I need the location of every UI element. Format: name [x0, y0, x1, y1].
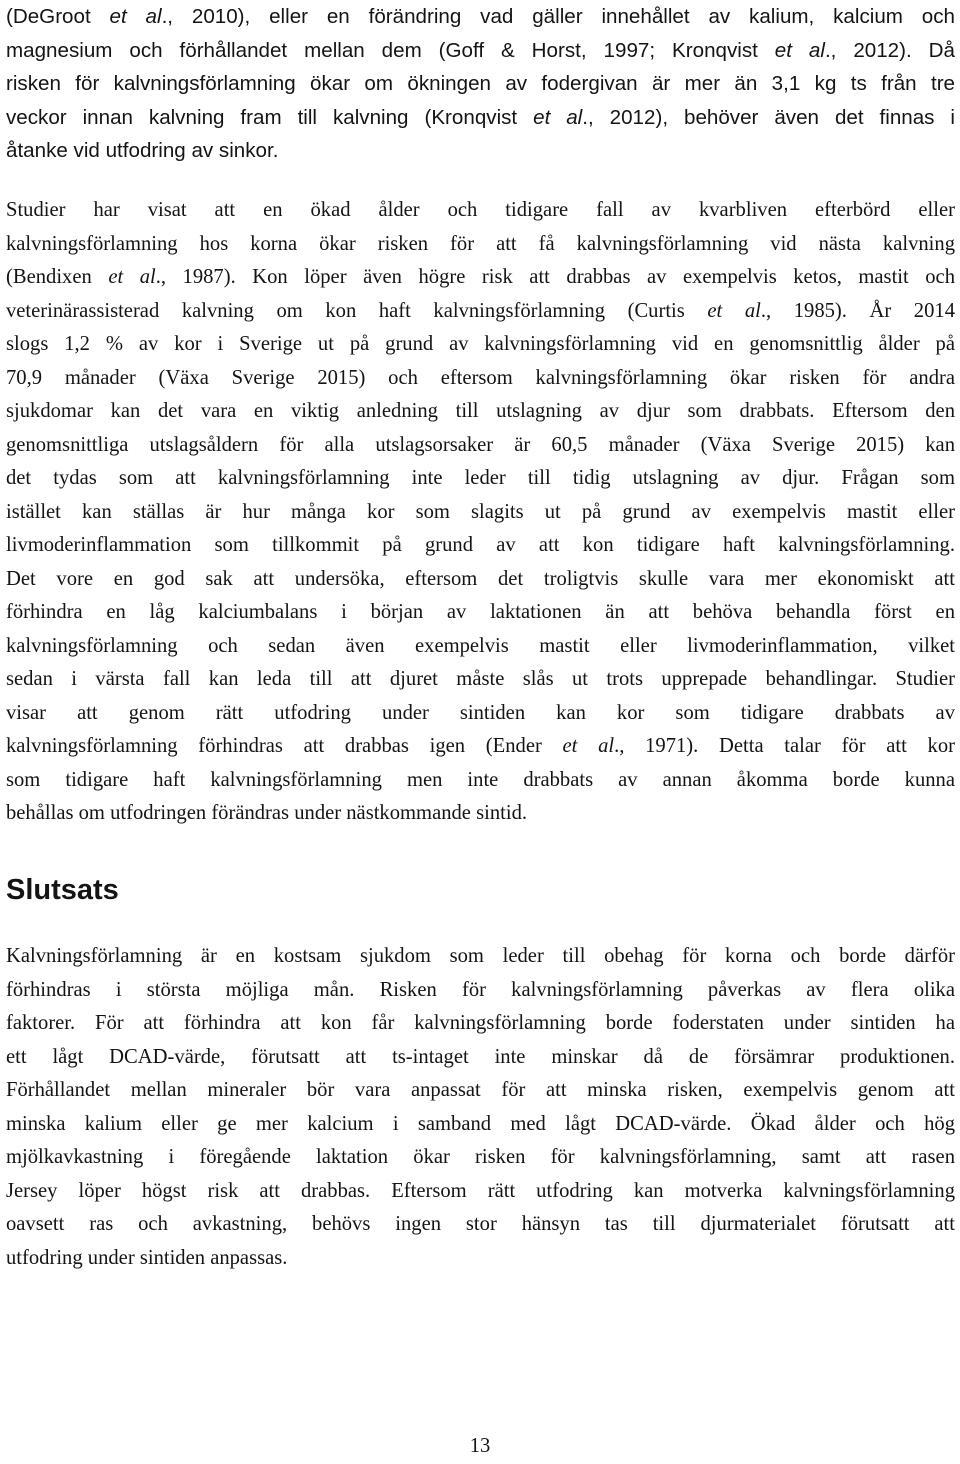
section-heading-slutsats: Slutsats [6, 874, 119, 906]
text-line: faktorer. För att förhindra att kon får kalvningsförlamning borde foderstaten under sintiden ha [6, 1012, 955, 1034]
text-line: risken för kalvningsförlamning ökar om ökningen av fodergivan är mer än 3,1 kg ts från tre [6, 72, 955, 95]
italic-citation: et al [774, 38, 825, 62]
text-line: utfodring under sintiden anpassas. [6, 1246, 288, 1269]
text-line: kalvningsförlamning och sedan även exempelvis mastit eller livmoderinflammation, vilket [6, 634, 955, 657]
text-line: sjukdomar kan det vara en viktig anledning till utslagning av djur som drabbats. Eftersom den [6, 400, 955, 422]
italic-citation: et al [562, 735, 615, 757]
text-line: ett lågt DCAD-värde, förutsatt att ts-intaget inte minskar då de försämrar produktionen. [6, 1045, 955, 1068]
text-line: förhindra en låg kalciumbalans i början av laktationen än att behöva behandla först en [6, 601, 955, 623]
italic-citation: et al [109, 5, 162, 28]
paragraph-intro-continued [6, 0, 955, 168]
text-line: minska kalium eller ge mer kalcium i samband med lågt DCAD-värde. Ökad ålder och hög [6, 1112, 955, 1135]
text-line: behållas om utfodringen förändras under nästkommande sintid. [6, 802, 528, 824]
text-line: Studier har visat att en ökad ålder och tidigare fall av kvarbliven efterbörd eller [6, 199, 955, 221]
text-line: förhindras i största möjliga mån. Risken för kalvningsförlamning påverkas av flera olika [6, 978, 955, 1001]
paragraph-risk-factors [6, 194, 955, 831]
italic-citation: et al [533, 105, 583, 129]
text-line: veterinärassisterad kalvning om kon haft kalvningsförlamning (Curtis et al., 1985). År 2014 [6, 299, 955, 322]
text-line: Det vore en god sak att undersöka, eftersom det troligtvis skulle vara mer ekonomiskt att [6, 567, 955, 590]
text-line: (Bendixen et al., 1987). Kon löper även högre risk att drabbas av exempelvis ketos, mastit och [6, 266, 955, 288]
page-number: 13 [469, 1435, 491, 1457]
text-line: som tidigare haft kalvningsförlamning men inte drabbats av annan åkomma borde kunna [6, 768, 955, 791]
text-line: Jersey löper högst risk att drabbas. Eftersom rätt utfodring kan motverka kalvningsförlamning [6, 1179, 955, 1202]
text-line: istället kan ställas är hur många kor som slagits ut på grund av exempelvis mastit eller [6, 500, 955, 523]
text-line: livmoderinflammation som tillkommit på grund av att kon tidigare haft kalvningsförlamning. [6, 534, 955, 556]
text-line: åtanke vid utfodring av sinkor. [6, 139, 279, 162]
text-line: oavsett ras och avkastning, behövs ingen stor hänsyn tas till djurmaterialet förutsatt att [6, 1213, 955, 1235]
text-line: visar att genom rätt utfodring under sintiden kan kor som tidigare drabbats av [6, 701, 955, 724]
text-line: Förhållandet mellan mineraler bör vara anpassat för att minska risken, exempelvis genom att [6, 1079, 955, 1101]
text-line: Kalvningsförlamning är en kostsam sjukdom som leder till obehag för korna och borde därför [6, 945, 955, 967]
text-line: veckor innan kalvning fram till kalvning (Kronqvist et al., 2012), behöver även det finnas i [6, 105, 955, 129]
text-line: sedan i värsta fall kan leda till att djuret måste slås ut trots upprepade behandlingar. Studier [6, 668, 955, 690]
italic-citation: et al [108, 266, 156, 288]
text-line: slogs 1,2 % av kor i Sverige ut på grund av kalvningsförlamning vid en genomsnittlig ålder på [6, 333, 955, 355]
text-line: (DeGroot et al., 2010), eller en förändring vad gäller innehållet av kalium, kalcium och [6, 5, 955, 28]
text-line: det tydas som att kalvningsförlamning inte leder till tidig utslagning av djur. Frågan som [6, 467, 955, 489]
italic-citation: et al [707, 299, 761, 322]
text-line: magnesium och förhållandet mellan dem (Goff & Horst, 1997; Kronqvist et al., 2012). Då [6, 38, 955, 62]
text-line: kalvningsförlamning förhindras att drabbas igen (Ender et al., 1971). Detta talar för att kor [6, 735, 955, 757]
text-line: genomsnittliga utslagsåldern för alla utslagsorsaker är 60,5 månader (Växa Sverige 2015) kan [6, 433, 955, 456]
text-line: 70,9 månader (Växa Sverige 2015) och eftersom kalvningsförlamning ökar risken för andra [6, 366, 955, 389]
text-line: kalvningsförlamning hos korna ökar risken för att få kalvningsförlamning vid nästa kalvning [6, 232, 955, 255]
text-line: mjölkavkastning i föregående laktation ökar risken för kalvningsförlamning, samt att rasen [6, 1146, 955, 1168]
paragraph-conclusion [6, 940, 955, 1275]
